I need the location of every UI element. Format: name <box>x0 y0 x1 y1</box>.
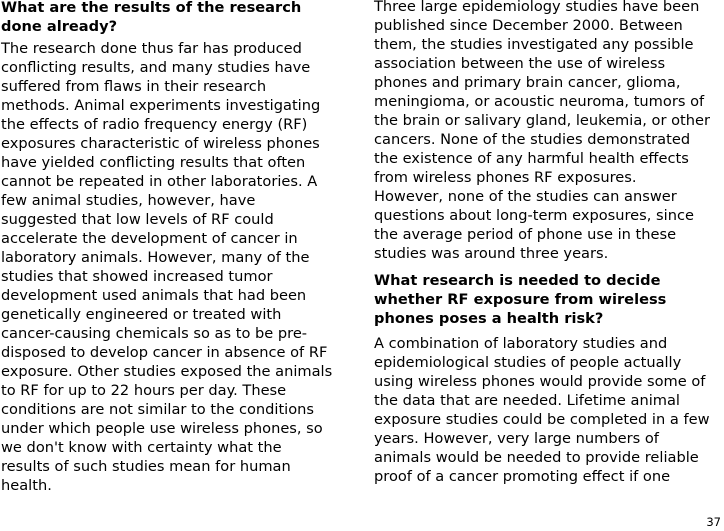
body-paragraph-epidemiology-studies: Three large epidemiology studies have been published since December 2000. Between them, the studies investigated any possible association between the use of wireless phones and primary brain cancer, glioma, meningioma, or acoustic neuroma, tumors of the brain or salivary gland, leukemia, or other cancers. None of the studies demonstrated the existence of any harmful health effects from wireless phones RF exposures. However, none of the studies can answer questions about long-term exposures, since the average period of phone use in these studies was around three years. <box>374 0 710 262</box>
page-number: 37 <box>706 515 721 529</box>
body-paragraph-research-needed: A combination of laboratory studies and epidemiological studies of people actually using wireless phones would provide some of the data that are needed. Lifetime animal exposure studies could be completed in a few years. However, very large numbers of animals would be needed to provide reliable proof of a cancer promoting effect if one <box>374 335 710 485</box>
section-heading-research-needed: What research is needed to decide whether RF exposure from wireless phones poses a health risk? <box>374 272 667 327</box>
section-heading-research-results: What are the results of the research done already? <box>1 0 302 35</box>
left-column <box>1 0 333 495</box>
body-paragraph-research-results: The research done thus far has produced conflicting results, and many studies have suffered from flaws in their research methods. Animal experiments investigating the effects of radio frequency energy (RF) exposures characteristic of wireless phones have yielded conflicting results that often cannot be repeated in other laboratories. A few animal studies, however, have suggested that low levels of RF could accelerate the development of cancer in laboratory animals. However, many of the studies that showed increased tumor development used animals that had been genetically engineered or treated with cancer-causing chemicals so as to be pre-disposed to develop cancer in absence of RF exposure. Other studies exposed the animals to RF for up to 22 hours per day. These conditions are not similar to the conditions under which people use wireless phones, so we don't know with certainty what the results of such studies mean for human health. <box>1 40 333 494</box>
right-column <box>374 0 710 486</box>
